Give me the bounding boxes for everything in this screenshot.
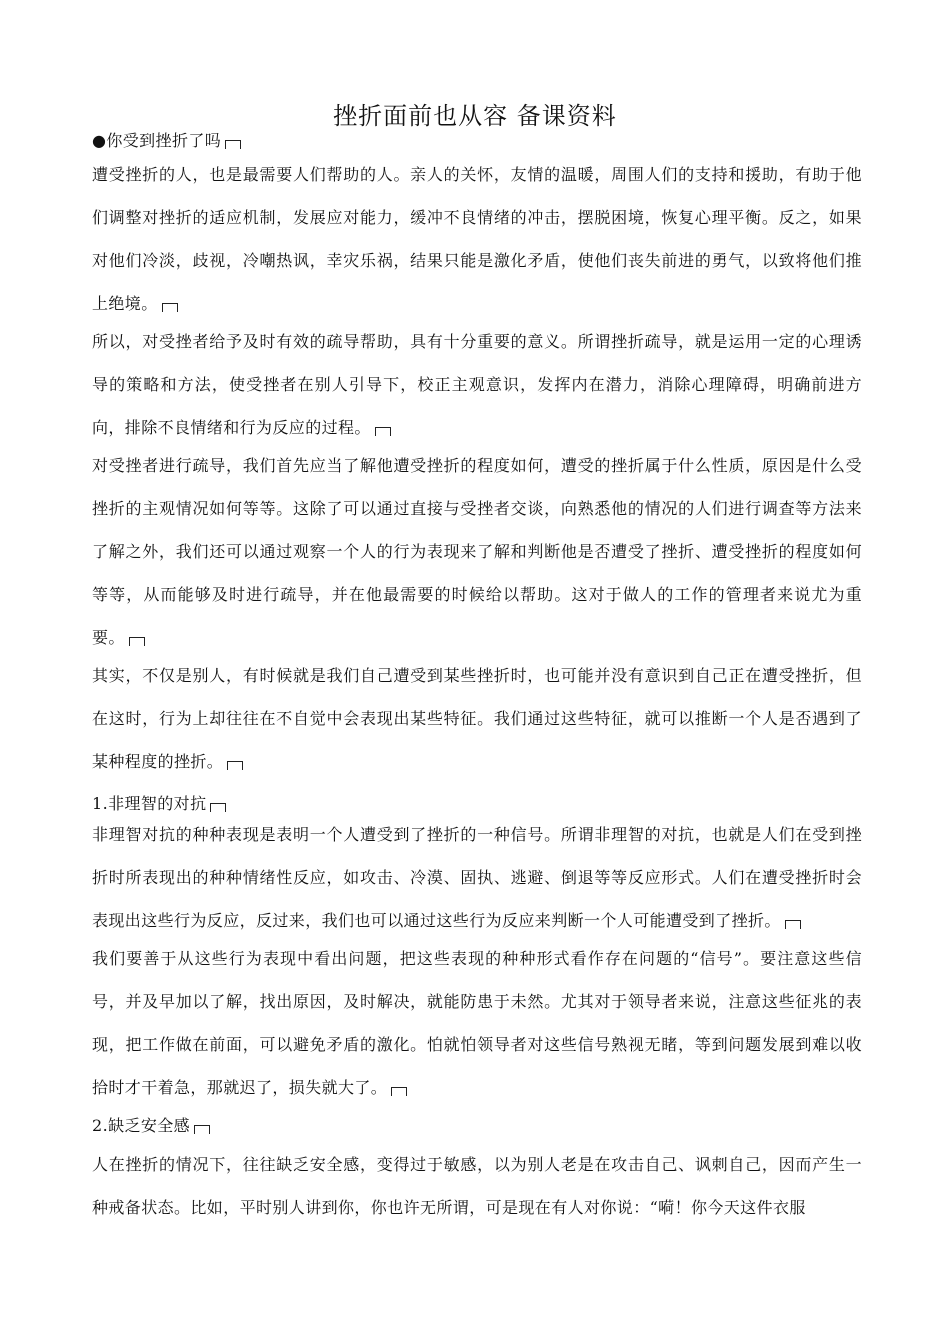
paragraph-mark-icon (375, 427, 391, 436)
paragraph (92, 937, 862, 1109)
paragraph-mark-icon (391, 1087, 407, 1096)
paragraph (92, 444, 862, 659)
paragraph-mark-icon (227, 761, 243, 770)
paragraph (92, 654, 862, 783)
heading-text: 1.非理智的对抗 (92, 794, 207, 813)
paragraph (92, 1143, 862, 1229)
paragraph-mark-icon (129, 637, 145, 646)
paragraph-mark-icon (210, 803, 226, 812)
paragraph-text: 我们要善于从这些行为表现中看出问题，把这些表现的种种形式看作存在问题的“信号”。要注意这些信号，并及早加以了解，找出原因，及时解决，就能防患于未然。尤其对于领导者来说，注意这些征兆的表现，把工作做在前面，可以避免矛盾的激化。怕就怕领导者对这些信号熟视无睹，等到问题发展到难以收拾时才干着急，那就迟了，损失就大了。 (92, 949, 862, 1097)
paragraph (92, 320, 862, 449)
section-heading (92, 1116, 862, 1136)
paragraph-text: 其实，不仅是别人，有时候就是我们自己遭受到某些挫折时，也可能并没有意识到自己正在遭受挫折，但在这时，行为上却往往在不自觉中会表现出某些特征。我们通过这些特征，就可以推断一个人是否遇到了某种程度的挫折。 (92, 666, 862, 771)
paragraph (92, 813, 862, 942)
paragraph-text: 遭受挫折的人，也是最需要人们帮助的人。亲人的关怀，友情的温暖，周围人们的支持和援助，有助于他们调整对挫折的适应机制，发展应对能力，缓冲不良情绪的冲击，摆脱困境，恢复心理平衡。反之，如果对他们冷淡，歧视，冷嘲热讽，幸灾乐祸，结果只能是激化矛盾，使他们丧失前进的勇气，以致将他们推上绝境。 (92, 165, 862, 313)
paragraph-text: 非理智对抗的种种表现是表明一个人遭受到了挫折的一种信号。所谓非理智的对抗，也就是人们在受到挫折时所表现出的种种情绪性反应，如攻击、冷漠、固执、逃避、倒退等等反应形式。人们在遭受挫折时会表现出这些行为反应，反过来，我们也可以通过这些行为反应来判断一个人可能遭受到了挫折。 (92, 825, 862, 930)
paragraph-mark-icon (785, 920, 801, 929)
paragraph-mark-icon (194, 1125, 210, 1134)
heading-text: ●你受到挫折了吗 (92, 131, 222, 150)
heading-text: 2.缺乏安全感 (92, 1116, 191, 1135)
paragraph-text: 所以，对受挫者给予及时有效的疏导帮助，具有十分重要的意义。所谓挫折疏导，就是运用一定的心理诱导的策略和方法，使受挫者在别人引导下，校正主观意识，发挥内在潜力，消除心理障碍，明确前进方向，排除不良情绪和行为反应的过程。 (92, 332, 862, 437)
paragraph-mark-icon (225, 140, 241, 149)
paragraph-text: 对受挫者进行疏导，我们首先应当了解他遭受挫折的程度如何，遭受的挫折属于什么性质，原因是什么受挫折的主观情况如何等等。这除了可以通过直接与受挫者交谈，向熟悉他的情况的人们进行调查等方法来了解之外，我们还可以通过观察一个人的行为表现来了解和判断他是否遭受了挫折、遭受挫折的程度如何等等，从而能够及时进行疏导，并在他最需要的时候给以帮助。这对于做人的工作的管理者来说尤为重要。 (92, 456, 862, 647)
paragraph-mark-icon (162, 303, 178, 312)
document-title: 挫折面前也从容 备课资料 (333, 102, 617, 130)
paragraph (92, 153, 862, 325)
section-heading (92, 794, 862, 814)
section-heading (92, 131, 862, 151)
paragraph-text: 人在挫折的情况下，往往缺乏安全感，变得过于敏感，以为别人老是在攻击自己、讽刺自己，因而产生一种戒备状态。比如，平时别人讲到你，你也许无所谓，可是现在有人对你说：“嗬！你今天这件衣服 (92, 1155, 862, 1217)
